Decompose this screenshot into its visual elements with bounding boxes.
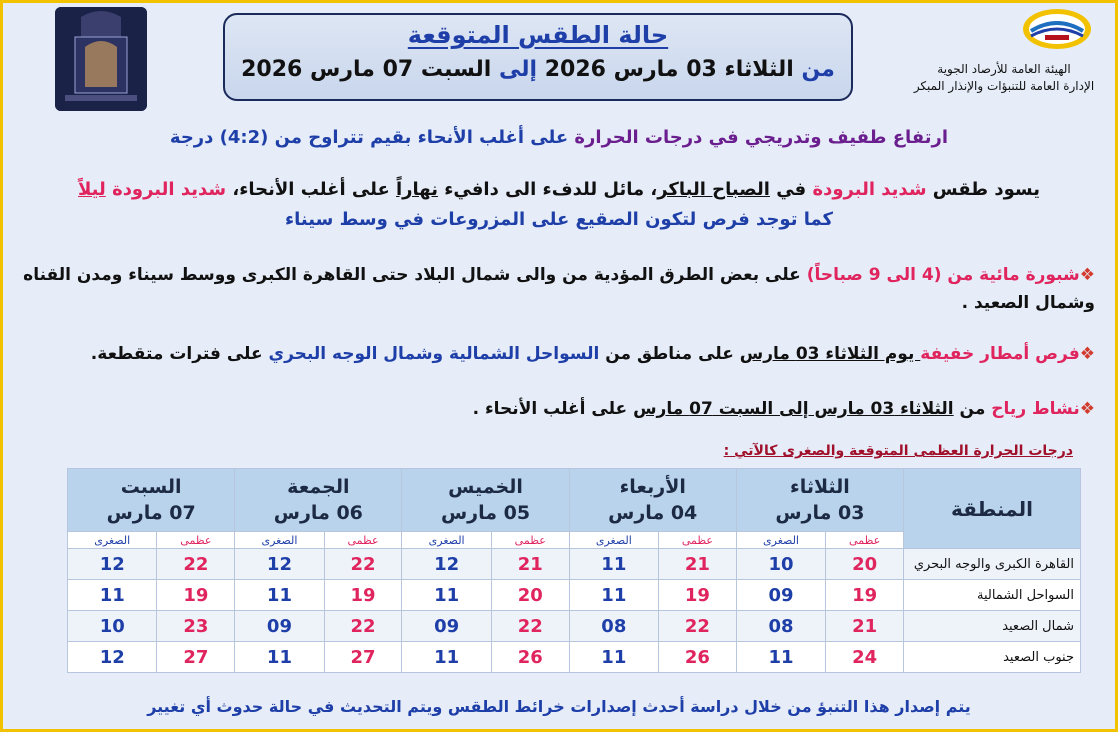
table-caption: درجات الحرارة العظمى المتوقعة والصغرى كالآتي : (723, 443, 1073, 459)
range-from: من (801, 57, 835, 82)
paragraph-line-2: كما توجد فرص لتكون الصقيع على المزروعات في وسط سيناء (284, 209, 834, 230)
min-temp: 11 (736, 642, 825, 673)
min-temp: 12 (68, 642, 157, 673)
rain-e: على فترات متقطعة. (90, 344, 269, 364)
max-temp: 19 (826, 580, 904, 611)
min-label: الصغرى (569, 532, 658, 549)
fog-b: على بعض الطرق المؤدية من والى شمال البلاد حتى القاهرة الكبرى ووسط سيناء ومدن القناه (23, 265, 807, 285)
max-temp: 21 (659, 549, 737, 580)
day-header (68, 469, 235, 532)
range-start: الثلاثاء 03 مارس 2026 (544, 57, 794, 82)
max-temp: 20 (491, 580, 569, 611)
date-range (225, 57, 851, 82)
org-line-1: الهيئة العامة للأرصاد الجوية (937, 62, 1071, 76)
p-text-5: ، مائل للدفء الى دافيء (437, 179, 658, 200)
max-temp: 26 (491, 642, 569, 673)
p-text-6: نهاراً (396, 179, 438, 200)
max-temp: 21 (826, 611, 904, 642)
page-title: حالة الطقس المتوقعة (407, 21, 669, 49)
bullet-fog (23, 261, 1095, 317)
max-label: عظمى (491, 532, 569, 549)
min-temp: 11 (402, 642, 491, 673)
day-date: 06 مارس (273, 502, 363, 524)
org-line-2: الإدارة العامة للتنبؤات والإنذار المبكر (913, 79, 1095, 93)
day-header (736, 469, 903, 532)
p-text-7: على أغلب الأنحاء، (226, 179, 397, 200)
max-temp: 26 (659, 642, 737, 673)
min-temp: 12 (68, 549, 157, 580)
max-temp: 24 (826, 642, 904, 673)
min-temp: 11 (569, 549, 658, 580)
min-temp: 12 (235, 549, 324, 580)
wind-b: من (953, 399, 992, 419)
day-date: 05 مارس (440, 502, 531, 524)
range-to: إلى (499, 57, 538, 82)
p-text-8: شديد البرودة (112, 179, 227, 200)
max-temp: 27 (157, 642, 235, 673)
wind-c: الثلاثاء 03 مارس إلى السبت 07 مارس (633, 399, 954, 419)
p-text-4: الصباح الباكر (657, 179, 770, 200)
region-name: القاهرة الكبرى والوجه البحري (904, 549, 1081, 580)
max-temp: 19 (324, 580, 402, 611)
min-label: الصغرى (68, 532, 157, 549)
max-temp: 22 (491, 611, 569, 642)
rain-b: يوم الثلاثاء 03 مارس (739, 344, 921, 364)
min-temp: 11 (235, 580, 324, 611)
region-name: شمال الصعيد (904, 611, 1081, 642)
min-temp: 11 (402, 580, 491, 611)
p-text-1: يسود طقس (926, 179, 1040, 200)
day-name: الثلاثاء (790, 476, 850, 498)
table-row (68, 549, 1081, 580)
max-temp: 22 (157, 549, 235, 580)
p-text-10: ليلاً (78, 179, 106, 200)
day-header (402, 469, 569, 532)
day-header (569, 469, 736, 532)
table-row (68, 580, 1081, 611)
rain-a: فرص أمطار خفيفة (920, 344, 1080, 364)
day-name: الجمعة (287, 476, 350, 498)
bullet-wind (23, 395, 1095, 423)
min-temp: 11 (68, 580, 157, 611)
min-label: الصغرى (235, 532, 324, 549)
day-name: الخميس (448, 476, 523, 498)
max-temp: 21 (491, 549, 569, 580)
p-text-2: شديد البرودة (812, 179, 927, 200)
temperature-table (67, 468, 1081, 673)
max-temp: 20 (826, 549, 904, 580)
day-date: 03 مارس (775, 502, 865, 524)
org-name (909, 61, 1099, 95)
p-text-3: في (769, 179, 813, 200)
max-label: عظمى (826, 532, 904, 549)
table-row (68, 611, 1081, 642)
max-label: عظمى (324, 532, 402, 549)
bullet-star-icon: ❖ (1079, 399, 1095, 419)
max-temp: 23 (157, 611, 235, 642)
day-date: 07 مارس (106, 502, 196, 524)
header-box (223, 13, 853, 101)
weather-paragraph (63, 175, 1055, 235)
max-temp: 27 (324, 642, 402, 673)
max-temp: 22 (659, 611, 737, 642)
wind-a: نشاط رياح (991, 399, 1080, 419)
min-temp: 08 (569, 611, 658, 642)
rain-c: على مناطق من (599, 344, 740, 364)
min-temp: 12 (402, 549, 491, 580)
min-temp: 08 (736, 611, 825, 642)
min-temp: 10 (68, 611, 157, 642)
fog-a: شبورة مائية من (4 الى 9 صباحاً) (806, 265, 1080, 285)
wind-d: على أغلب الأنحاء . (472, 399, 634, 419)
day-name: السبت (120, 476, 182, 498)
min-temp: 09 (402, 611, 491, 642)
temperature-summary (3, 127, 1115, 148)
max-label: عظمى (659, 532, 737, 549)
bullet-star-icon: ❖ (1079, 344, 1095, 364)
min-temp: 10 (736, 549, 825, 580)
max-temp: 22 (324, 611, 402, 642)
table-body (68, 549, 1081, 673)
range-end: السبت 07 مارس 2026 (241, 57, 492, 82)
min-label: الصغرى (736, 532, 825, 549)
org-logo (1017, 5, 1097, 51)
bullet-rain (23, 340, 1095, 368)
region-header: المنطقة (904, 469, 1081, 549)
region-name: السواحل الشمالية (904, 580, 1081, 611)
fog-c: وشمال الصعيد . (961, 293, 1095, 313)
min-temp: 11 (235, 642, 324, 673)
min-temp: 09 (736, 580, 825, 611)
max-label: عظمى (157, 532, 235, 549)
rain-d: السواحل الشمالية وشمال الوجه البحري (268, 344, 600, 364)
max-temp: 19 (157, 580, 235, 611)
summary-part-1: ارتفاع طفيف وتدريجي في درجات الحرارة (574, 127, 949, 148)
summary-part-2: على أغلب الأنحاء بقيم تتراوح من (4:2) درجة (169, 127, 569, 148)
day-date: 04 مارس (608, 502, 698, 524)
paragraph-line-1 (63, 175, 1055, 205)
min-label: الصغرى (402, 532, 491, 549)
max-temp: 19 (659, 580, 737, 611)
lantern-illustration (55, 7, 147, 111)
max-temp: 22 (324, 549, 402, 580)
day-name: الأربعاء (619, 476, 686, 498)
table-row (68, 642, 1081, 673)
region-name: جنوب الصعيد (904, 642, 1081, 673)
bullet-star-icon: ❖ (1079, 265, 1095, 285)
min-temp: 11 (569, 580, 658, 611)
day-header (235, 469, 402, 532)
footer-note: يتم إصدار هذا التنبؤ من خلال دراسة أحدث إصدارات خرائط الطقس ويتم التحديث في حالة حدوث أي تغيير (147, 697, 971, 716)
min-temp: 09 (235, 611, 324, 642)
min-temp: 11 (569, 642, 658, 673)
